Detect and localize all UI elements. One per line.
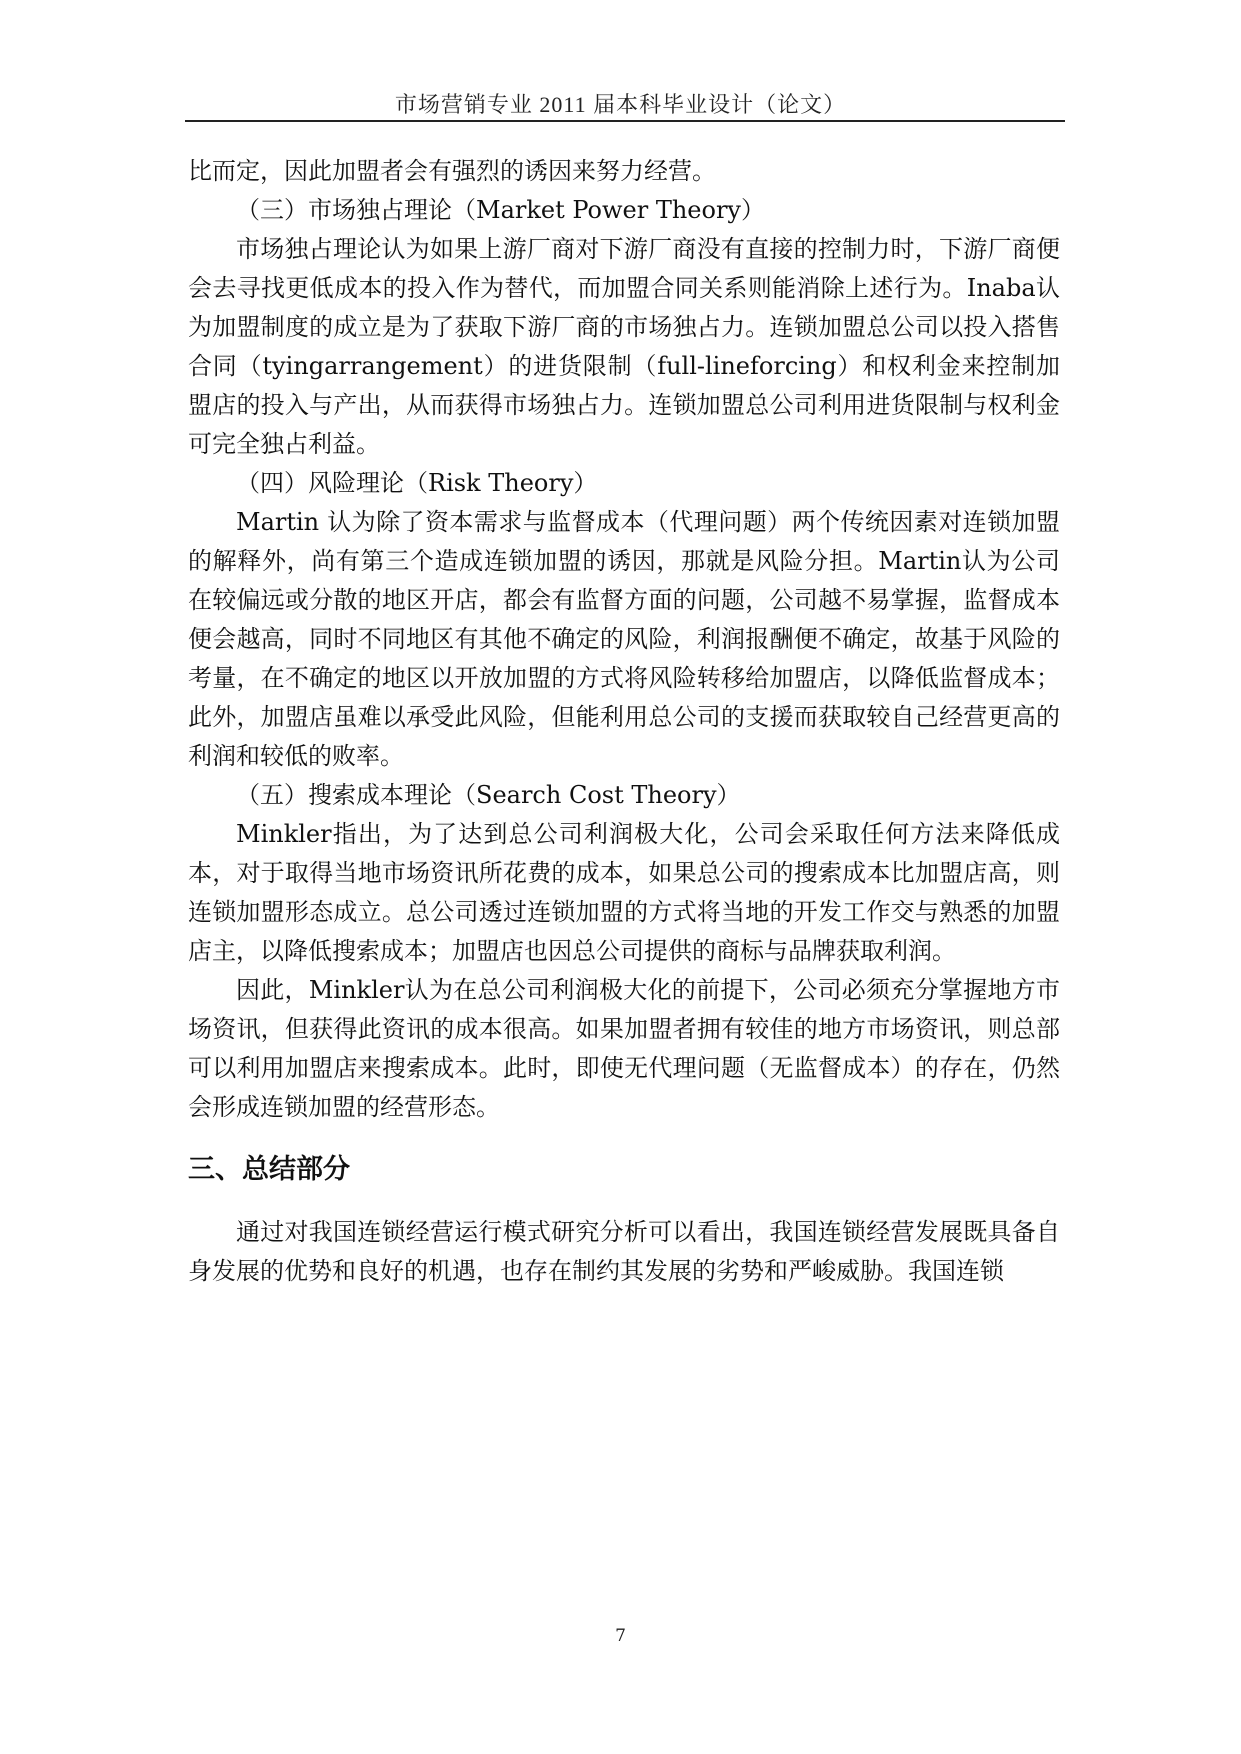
section-heading: 三、总结部分 — [188, 1154, 350, 1185]
paragraph: 比而定，因此加盟者会有强烈的诱因来努力经营。 — [188, 157, 716, 185]
paragraph: Minkler指出，为了达到总公司利润极大化，公司会采取任何方法来降低成本，对于取得当地市场资讯所花费的成本，如果总公司的搜索成本比加盟店高，则连锁加盟形态成立。总公司透过连锁加盟的方式将当地的开发工作交与熟悉的加盟店主，以降低搜索成本；加盟店也因总公司提供的商标与品牌获取利润。 — [188, 820, 1060, 965]
page-number: 7 — [615, 1626, 626, 1646]
paragraph: Martin 认为除了资本需求与监督成本（代理问题）两个传统因素对连锁加盟的解释外，尚有第三个造成连锁加盟的诱因，那就是风险分担。Martin认为公司在较偏远或分散的地区开店，都会有监督方面的问题，公司越不易掌握，监督成本便会越高，同时不同地区有其他不确定的风险，利润报酬便不确定，故基于风险的考量，在不确定的地区以开放加盟的方式将风险转移给加盟店，以降低监督成本；此外，加盟店虽难以承受此风险，但能利用总公司的支援而获取较自己经营更高的利润和较低的败率。 — [188, 508, 1060, 770]
body-text — [188, 152, 1060, 1291]
paragraph: 通过对我国连锁经营运行模式研究分析可以看出，我国连锁经营发展既具备自身发展的优势和良好的机遇，也存在制约其发展的劣势和严峻威胁。我国连锁 — [188, 1218, 1060, 1285]
paragraph: 因此，Minkler认为在总公司利润极大化的前提下，公司必须充分掌握地方市场资讯，但获得此资讯的成本很高。如果加盟者拥有较佳的地方市场资讯，则总部可以利用加盟店来搜索成本。此时，即使无代理问题（无监督成本）的存在，仍然会形成连锁加盟的经营形态。 — [188, 976, 1060, 1121]
header-rule — [185, 120, 1065, 122]
subheading-risk: （四）风险理论（Risk Theory） — [236, 469, 598, 497]
subheading-market-power: （三）市场独占理论（Market Power Theory） — [236, 196, 765, 224]
subheading-search-cost: （五）搜索成本理论（Search Cost Theory） — [236, 781, 741, 809]
running-header: 市场营销专业 2011 届本科毕业设计（论文） — [394, 92, 847, 117]
paragraph: 市场独占理论认为如果上游厂商对下游厂商没有直接的控制力时，下游厂商便会去寻找更低成本的投入作为替代，而加盟合同关系则能消除上述行为。Inaba认为加盟制度的成立是为了获取下游厂商的市场独占力。连锁加盟总公司以投入搭售合同（tyingarrangement）的进货限制（full-lineforcing）和权利金来控制加盟店的投入与产出，从而获得市场独占力。连锁加盟总公司利用进货限制与权利金可完全独占利益。 — [188, 235, 1060, 458]
